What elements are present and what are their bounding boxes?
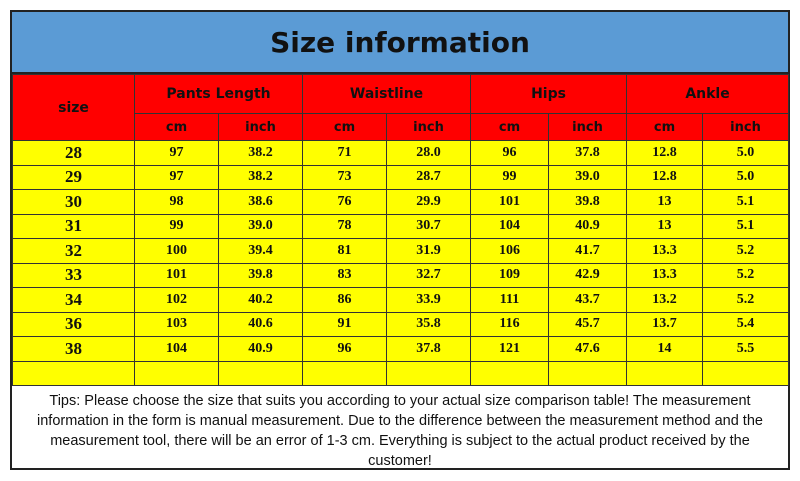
waistline-inch-cell: 28.0 xyxy=(387,141,471,166)
ankle-inch-cell: 5.5 xyxy=(703,337,789,362)
waistline-inch-cell: 28.7 xyxy=(387,165,471,190)
waistline-inch-cell: 35.8 xyxy=(387,312,471,337)
ankle-cm-cell: 12.8 xyxy=(627,141,703,166)
pants-length-cm-cell: 97 xyxy=(135,165,219,190)
hips-inch-cell: 42.9 xyxy=(549,263,627,288)
table-row xyxy=(13,312,789,337)
table-row xyxy=(13,214,789,239)
unit-inch-header: inch xyxy=(549,114,627,141)
hips-cm-cell: 99 xyxy=(471,165,549,190)
hips-inch-cell: 40.9 xyxy=(549,214,627,239)
table-row xyxy=(13,190,789,215)
unit-cm-header: cm xyxy=(135,114,219,141)
ankle-inch-cell: 5.2 xyxy=(703,263,789,288)
hips-inch-cell: 41.7 xyxy=(549,239,627,264)
table-row xyxy=(13,288,789,313)
pants-length-cm-cell: 97 xyxy=(135,141,219,166)
empty-cell xyxy=(627,361,703,385)
pants-length-cm-cell: 103 xyxy=(135,312,219,337)
waistline-inch-cell: 33.9 xyxy=(387,288,471,313)
unit-cm-header: cm xyxy=(471,114,549,141)
ankle-header: Ankle xyxy=(627,75,789,114)
waistline-header: Waistline xyxy=(303,75,471,114)
ankle-inch-cell: 5.0 xyxy=(703,141,789,166)
size-table xyxy=(12,74,789,386)
table-row xyxy=(13,141,789,166)
waistline-cm-cell: 81 xyxy=(303,239,387,264)
ankle-inch-cell: 5.2 xyxy=(703,288,789,313)
waistline-cm-cell: 91 xyxy=(303,312,387,337)
table-row xyxy=(13,263,789,288)
hips-inch-cell: 47.6 xyxy=(549,337,627,362)
unit-inch-header: inch xyxy=(219,114,303,141)
ankle-inch-cell: 5.1 xyxy=(703,190,789,215)
size-cell: 34 xyxy=(13,288,135,313)
empty-cell xyxy=(303,361,387,385)
hips-header: Hips xyxy=(471,75,627,114)
size-cell: 32 xyxy=(13,239,135,264)
empty-row xyxy=(13,361,789,385)
empty-cell xyxy=(135,361,219,385)
pants-length-cm-cell: 99 xyxy=(135,214,219,239)
pants-length-cm-cell: 100 xyxy=(135,239,219,264)
ankle-inch-cell: 5.1 xyxy=(703,214,789,239)
empty-cell xyxy=(703,361,789,385)
waistline-inch-cell: 29.9 xyxy=(387,190,471,215)
pants-length-inch-cell: 40.2 xyxy=(219,288,303,313)
table-row xyxy=(13,165,789,190)
waistline-cm-cell: 76 xyxy=(303,190,387,215)
pants-length-header: Pants Length xyxy=(135,75,303,114)
table-row xyxy=(13,239,789,264)
ankle-cm-cell: 13 xyxy=(627,214,703,239)
ankle-cm-cell: 12.8 xyxy=(627,165,703,190)
pants-length-cm-cell: 104 xyxy=(135,337,219,362)
waistline-inch-cell: 37.8 xyxy=(387,337,471,362)
empty-cell xyxy=(471,361,549,385)
pants-length-inch-cell: 38.6 xyxy=(219,190,303,215)
waistline-cm-cell: 96 xyxy=(303,337,387,362)
hips-inch-cell: 39.8 xyxy=(549,190,627,215)
empty-cell xyxy=(549,361,627,385)
waistline-cm-cell: 73 xyxy=(303,165,387,190)
hips-cm-cell: 116 xyxy=(471,312,549,337)
hips-cm-cell: 96 xyxy=(471,141,549,166)
size-cell: 38 xyxy=(13,337,135,362)
table-row xyxy=(13,337,789,362)
page-title: Size information xyxy=(12,12,788,74)
size-cell: 28 xyxy=(13,141,135,166)
pants-length-inch-cell: 39.8 xyxy=(219,263,303,288)
hips-cm-cell: 106 xyxy=(471,239,549,264)
pants-length-inch-cell: 40.6 xyxy=(219,312,303,337)
pants-length-inch-cell: 39.0 xyxy=(219,214,303,239)
size-header: size xyxy=(13,75,135,141)
hips-inch-cell: 45.7 xyxy=(549,312,627,337)
hips-cm-cell: 104 xyxy=(471,214,549,239)
hips-cm-cell: 109 xyxy=(471,263,549,288)
waistline-inch-cell: 31.9 xyxy=(387,239,471,264)
tips-text: Tips: Please choose the size that suits you according to your actual size comparison table! The measurement information in the form is manual measurement. Due to the difference between the measurement method and the measurement tool, there will be an error of 1-3 cm. Everything is subject to the actual product received by the customer! xyxy=(37,392,763,469)
unit-inch-header: inch xyxy=(703,114,789,141)
size-cell: 31 xyxy=(13,214,135,239)
hips-cm-cell: 121 xyxy=(471,337,549,362)
hips-inch-cell: 43.7 xyxy=(549,288,627,313)
pants-length-inch-cell: 38.2 xyxy=(219,141,303,166)
pants-length-inch-cell: 38.2 xyxy=(219,165,303,190)
ankle-cm-cell: 13.3 xyxy=(627,239,703,264)
ankle-cm-cell: 13 xyxy=(627,190,703,215)
waistline-inch-cell: 30.7 xyxy=(387,214,471,239)
unit-cm-header: cm xyxy=(627,114,703,141)
pants-length-cm-cell: 102 xyxy=(135,288,219,313)
ankle-cm-cell: 14 xyxy=(627,337,703,362)
ankle-cm-cell: 13.2 xyxy=(627,288,703,313)
empty-cell xyxy=(13,361,135,385)
ankle-cm-cell: 13.7 xyxy=(627,312,703,337)
waistline-cm-cell: 78 xyxy=(303,214,387,239)
pants-length-cm-cell: 98 xyxy=(135,190,219,215)
unit-inch-header: inch xyxy=(387,114,471,141)
hips-inch-cell: 37.8 xyxy=(549,141,627,166)
ankle-inch-cell: 5.4 xyxy=(703,312,789,337)
unit-cm-header: cm xyxy=(303,114,387,141)
ankle-cm-cell: 13.3 xyxy=(627,263,703,288)
size-cell: 30 xyxy=(13,190,135,215)
waistline-cm-cell: 86 xyxy=(303,288,387,313)
size-cell: 33 xyxy=(13,263,135,288)
hips-cm-cell: 101 xyxy=(471,190,549,215)
pants-length-cm-cell: 101 xyxy=(135,263,219,288)
size-cell: 29 xyxy=(13,165,135,190)
pants-length-inch-cell: 40.9 xyxy=(219,337,303,362)
empty-cell xyxy=(387,361,471,385)
waistline-cm-cell: 83 xyxy=(303,263,387,288)
waistline-inch-cell: 32.7 xyxy=(387,263,471,288)
hips-cm-cell: 111 xyxy=(471,288,549,313)
waistline-cm-cell: 71 xyxy=(303,141,387,166)
hips-inch-cell: 39.0 xyxy=(549,165,627,190)
ankle-inch-cell: 5.0 xyxy=(703,165,789,190)
empty-cell xyxy=(219,361,303,385)
size-chart xyxy=(10,10,790,470)
size-cell: 36 xyxy=(13,312,135,337)
ankle-inch-cell: 5.2 xyxy=(703,239,789,264)
pants-length-inch-cell: 39.4 xyxy=(219,239,303,264)
